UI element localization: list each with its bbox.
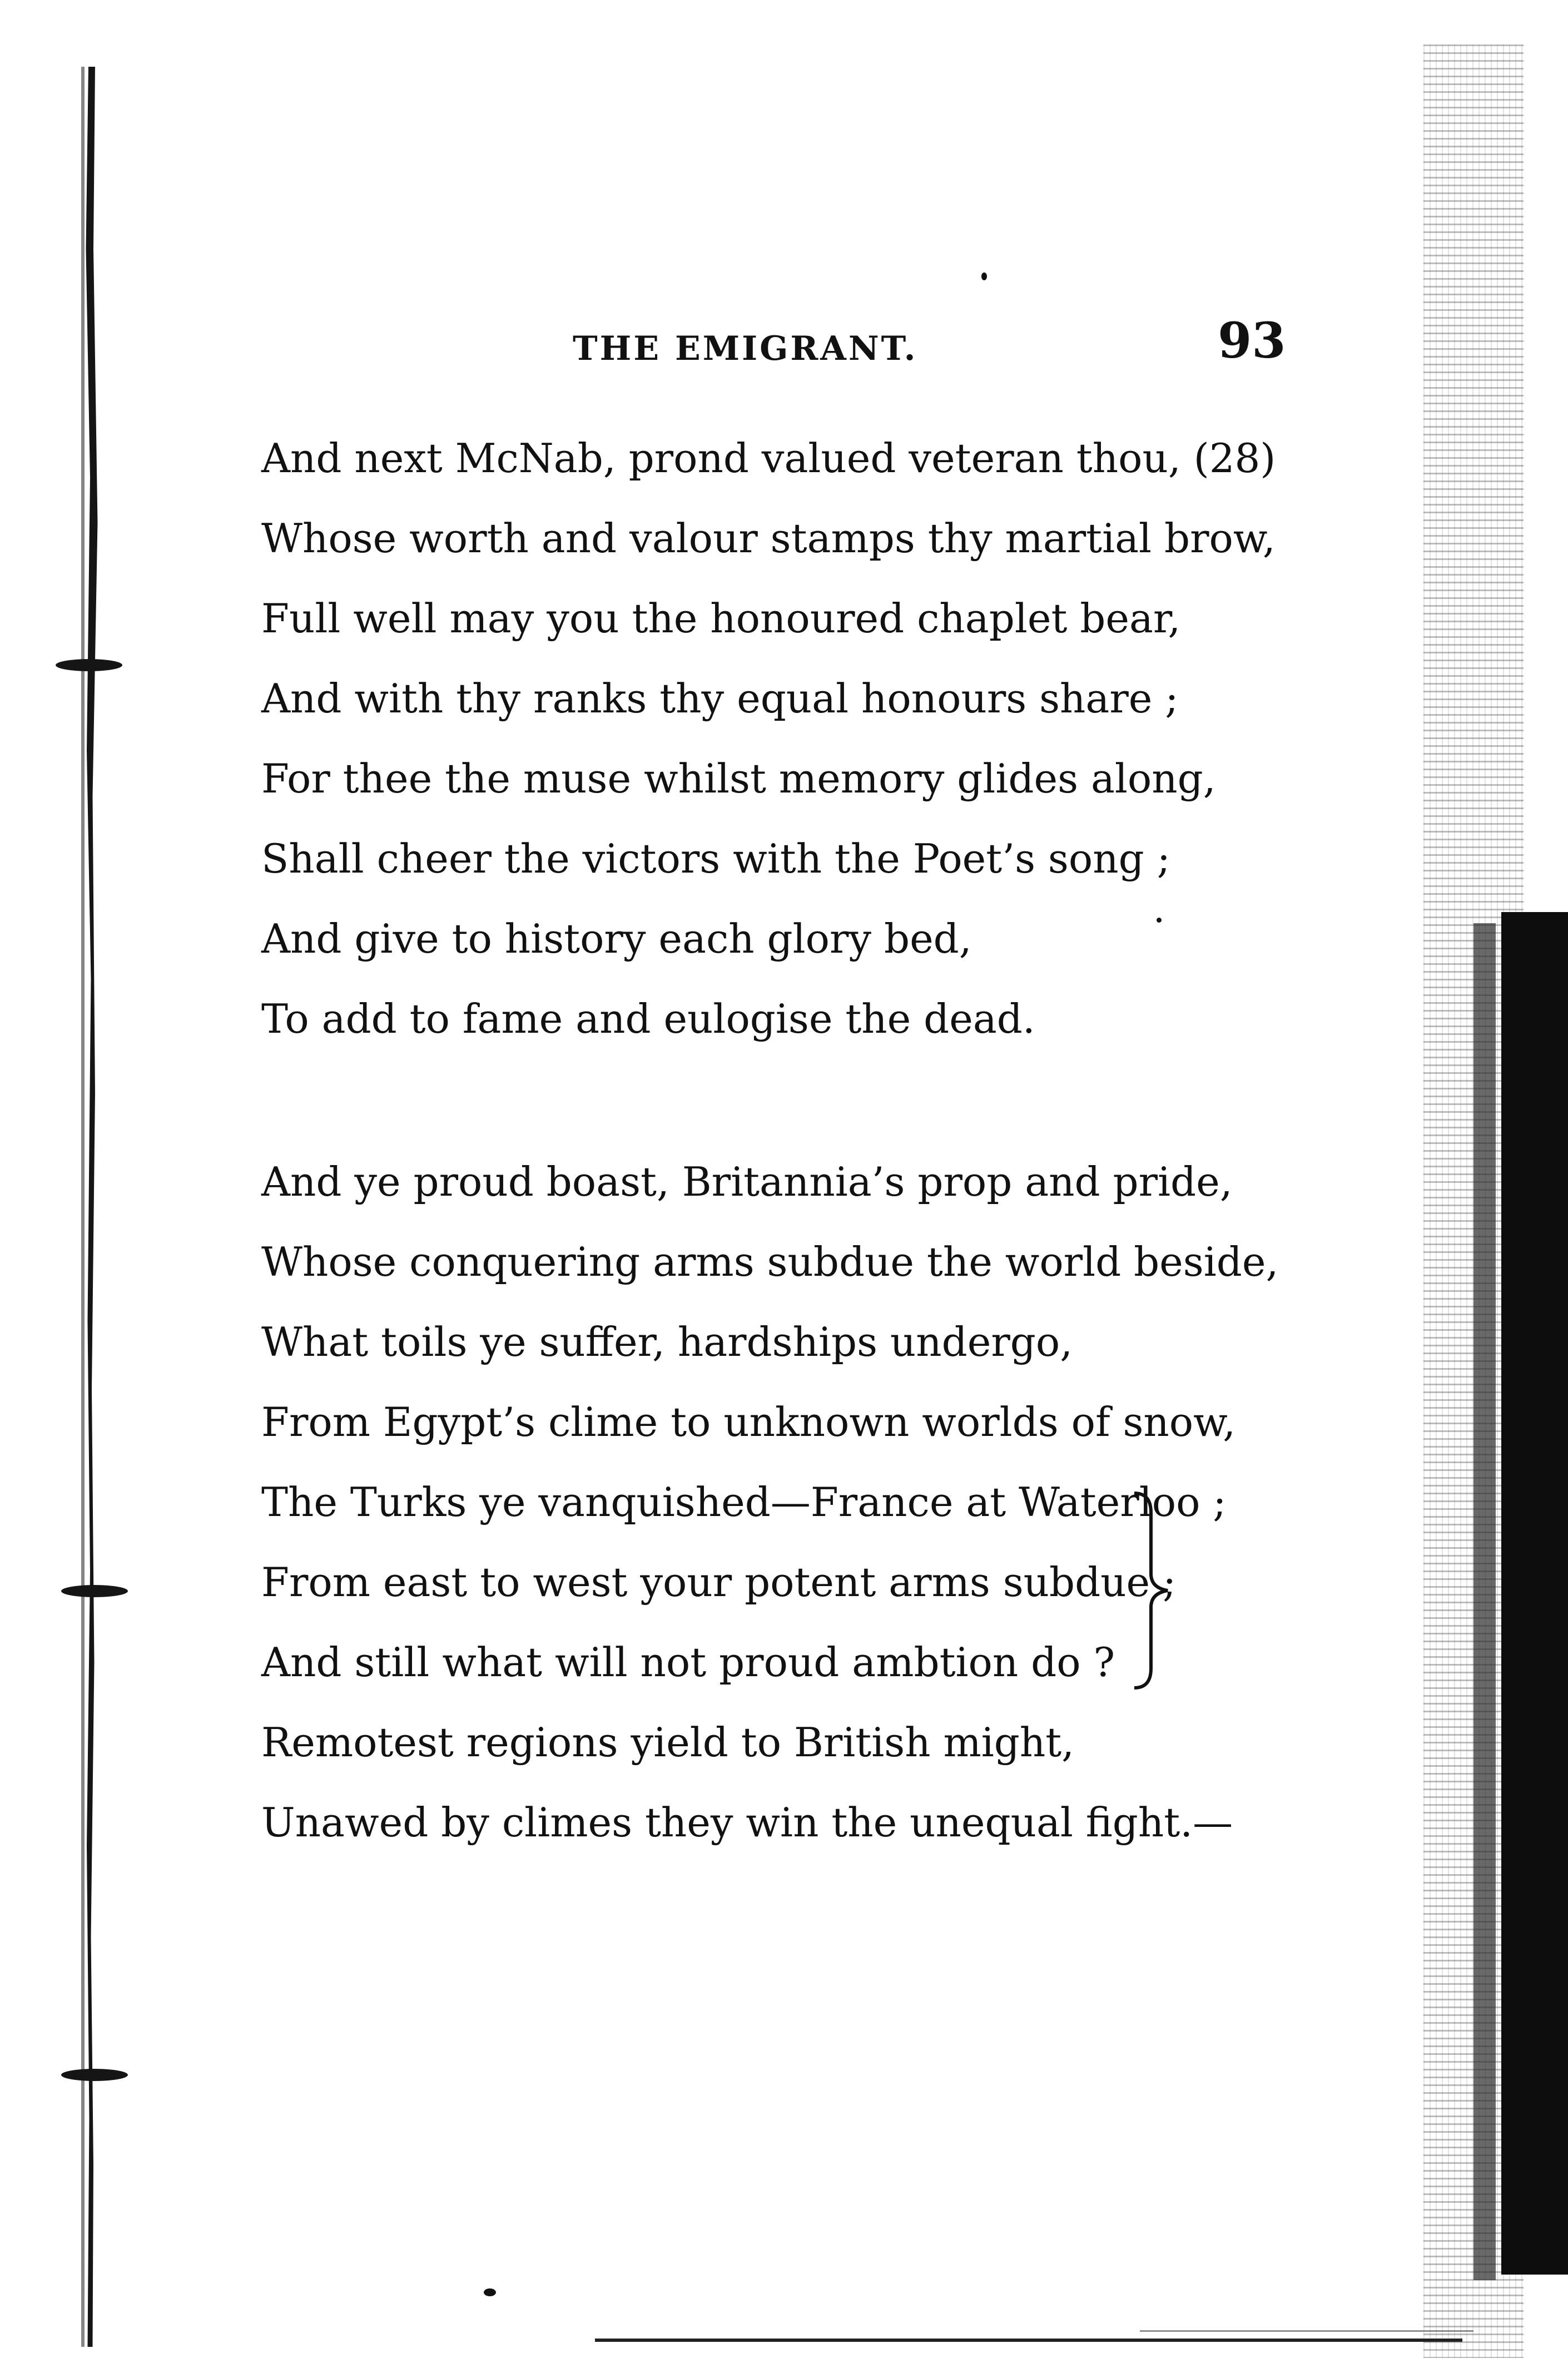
stanza-1: [261, 418, 1276, 1059]
bottom-rule: [595, 2339, 1462, 2342]
binding-thread: [81, 67, 85, 2347]
binding-knot-bottom: [61, 2069, 128, 2081]
poem-line: What toils ye suffer, hardships undergo,: [261, 1319, 1073, 1365]
page-edge-dark-strip: [1501, 912, 1568, 2275]
triplet-brace-icon: [1129, 1490, 1173, 1691]
ink-speck: [484, 2288, 496, 2296]
running-title: THE EMIGRANT.: [573, 329, 918, 368]
poem-line: Whose conquering arms subdue the world beside,: [261, 1238, 1279, 1285]
poem-line: Shall cheer the victors with the Poet’s song ;: [261, 835, 1170, 882]
poem-line: From Egypt’s clime to unknown worlds of snow,: [261, 1399, 1236, 1445]
ink-speck: [981, 273, 987, 280]
poem-line: Unawed by climes they win the unequal fight.—: [261, 1799, 1233, 1846]
poem-line: And next McNab, prond valued veteran thou, (28): [261, 435, 1276, 482]
poem-line: And give to history each glory bed,: [261, 915, 972, 962]
binding-knot-top: [56, 659, 122, 671]
bottom-rule-faint: [1140, 2330, 1473, 2332]
poem-line: From east to west your potent arms subdue ;: [261, 1559, 1177, 1606]
poem-line: Whose worth and valour stamps thy martial brow,: [261, 515, 1276, 562]
poem-line: To add to fame and eulogise the dead.: [261, 995, 1035, 1042]
page-edge-shadow: [1473, 923, 1496, 2280]
poem-line: And still what will not proud ambtion do ?: [261, 1639, 1115, 1686]
poem-line: The Turks ye vanquished—France at Waterloo ;: [261, 1479, 1227, 1525]
page-number: 93: [1218, 311, 1286, 369]
poem-line: And ye proud boast, Britannia’s prop and pride,: [261, 1158, 1233, 1205]
poem-line: Full well may you the honoured chaplet bear,: [261, 595, 1181, 642]
stanza-2: [261, 1142, 1279, 1862]
poem-line: Remotest regions yield to British might,: [261, 1719, 1075, 1766]
binding-gutter: [83, 67, 100, 2347]
poem-line: For thee the muse whilst memory glides along,: [261, 755, 1216, 802]
binding-knot-middle: [61, 1585, 128, 1597]
poem-line: And with thy ranks thy equal honours share ;: [261, 675, 1179, 722]
